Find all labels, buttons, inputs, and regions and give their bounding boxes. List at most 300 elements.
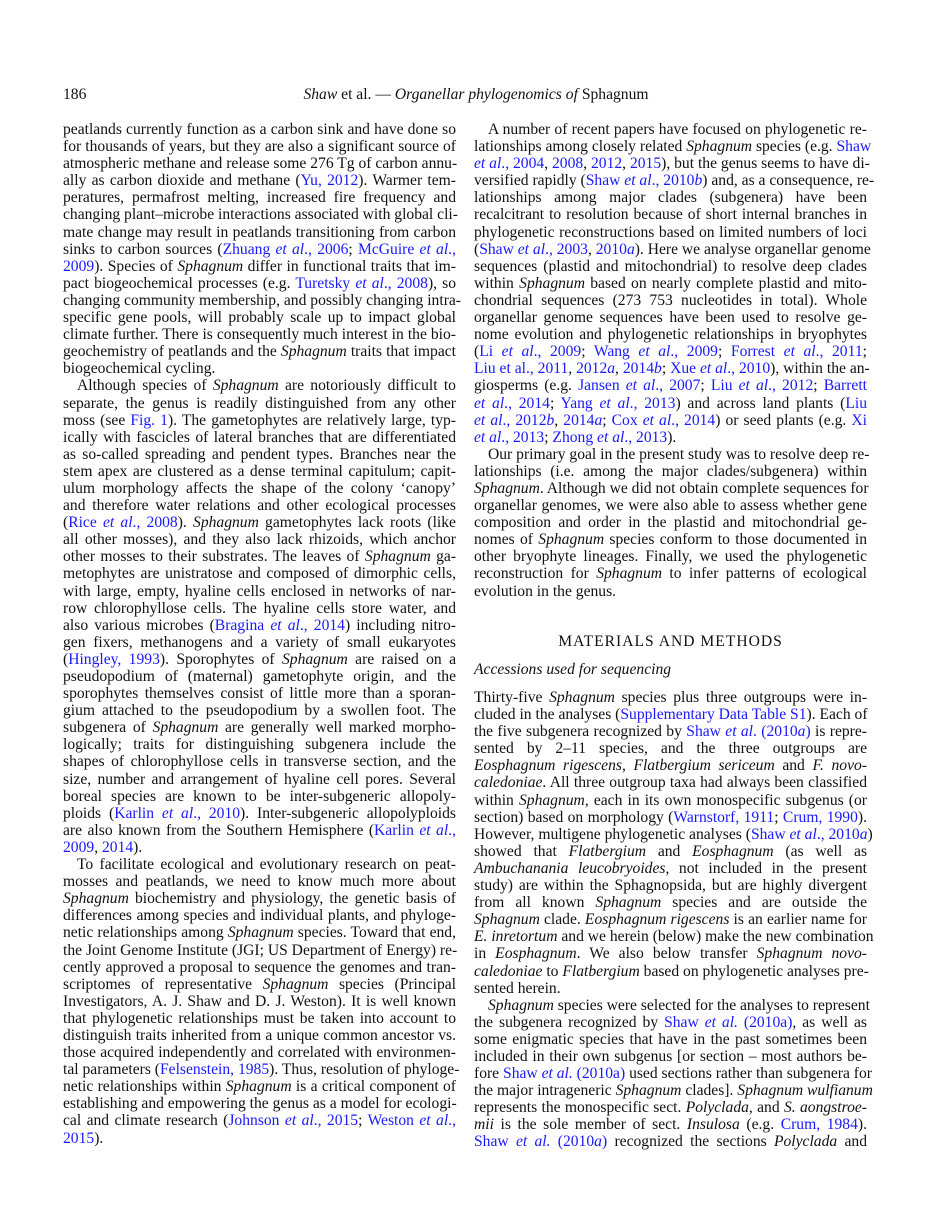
- text-line: [474, 877, 867, 894]
- citation-link[interactable]: et al: [725, 723, 754, 741]
- citation-link[interactable]: Shaw: [503, 1065, 542, 1083]
- text-line: [63, 497, 456, 514]
- text-line: [63, 291, 461, 309]
- text-line: [474, 1082, 873, 1100]
- citation-link[interactable]: Cox: [611, 411, 643, 429]
- text-line: [63, 446, 456, 463]
- citation-link[interactable]: .,: [448, 821, 456, 839]
- text-line: [474, 774, 867, 791]
- text: ) and across land plants (: [675, 394, 846, 412]
- citation-link[interactable]: 2009: [63, 838, 95, 856]
- citation-link[interactable]: et al: [699, 360, 728, 378]
- text: ). Warmer tem-: [358, 172, 456, 190]
- italic-text: Sphagnum: [227, 924, 294, 942]
- citation-link[interactable]: ., 2010: [727, 360, 771, 378]
- citation-link[interactable]: Yu, 2012: [300, 172, 359, 190]
- text: geochemistry of peatlands and the: [63, 343, 281, 361]
- citation-link[interactable]: a: [859, 825, 868, 843]
- citation-link[interactable]: Crum, 1990: [782, 808, 858, 826]
- citation-link[interactable]: et al: [597, 428, 625, 446]
- citation-link[interactable]: Wang: [593, 343, 639, 361]
- text: and: [646, 842, 693, 860]
- citation-link[interactable]: et al: [419, 821, 449, 839]
- text: biogeochemical cycling.: [63, 360, 216, 378]
- text: organellar genome sequences have been used to resolve ge-: [474, 309, 867, 327]
- text: , not included in the present: [665, 859, 867, 877]
- text-line: [474, 792, 867, 809]
- text: ). Inter-subgeneric allopolyploids: [240, 804, 456, 822]
- citation-link[interactable]: Crum, 1984: [780, 1116, 858, 1134]
- subsection-heading: Accessions used for sequencing: [474, 661, 672, 678]
- text-line: [63, 343, 456, 360]
- citation-link[interactable]: McGuire: [357, 240, 420, 258]
- text-line: [63, 155, 456, 172]
- text: those acquired independently and correlated with environmen-: [63, 1044, 456, 1062]
- text: gen fixers, methanogens and a variety of small eukaryotes: [63, 633, 456, 651]
- citation-link[interactable]: Warnstorf, 1911: [673, 808, 775, 826]
- citation-link[interactable]: ): [805, 723, 811, 741]
- citation-link[interactable]: ., 2011: [815, 343, 863, 361]
- citation-link[interactable]: ., 2013: [629, 394, 676, 412]
- citation-link[interactable]: et al: [517, 240, 546, 258]
- page-number: 186: [63, 86, 87, 103]
- text-line: [63, 976, 456, 993]
- text: represents the monospecific sect.: [474, 1099, 686, 1117]
- text-line: [474, 275, 867, 292]
- citation-link[interactable]: et al.: [515, 1133, 551, 1151]
- text: species plus three outgroups were in-: [614, 689, 868, 706]
- text-line: [63, 1027, 456, 1044]
- citation-link[interactable]: et al: [638, 343, 671, 361]
- text-line: [63, 531, 456, 548]
- citation-link[interactable]: et al: [474, 411, 503, 429]
- citation-link[interactable]: et al: [789, 825, 817, 843]
- citation-link[interactable]: et al: [474, 155, 502, 173]
- text: ,: [615, 360, 623, 378]
- citation-link[interactable]: ., 2012: [768, 377, 814, 395]
- citation-link[interactable]: Li: [479, 343, 502, 361]
- text: , each in its own monospecific subgenus (or: [584, 791, 867, 809]
- text: lationships (i.e. among the major clades/subgenera) within: [474, 462, 867, 480]
- text-line: [474, 843, 867, 860]
- text-line: [474, 1048, 867, 1065]
- text: row chlorophyllose cells. The hyaline cells store water, and: [63, 599, 456, 617]
- text: ) or seed plants (e.g.: [715, 411, 852, 429]
- text: traits that impact: [346, 343, 456, 361]
- citation-link[interactable]: ): [601, 1133, 608, 1151]
- text-line: [63, 480, 456, 497]
- text: evolution in the genus.: [474, 582, 617, 600]
- citation-link[interactable]: ., 2014: [504, 394, 550, 412]
- text-line: [474, 1014, 867, 1031]
- citation-link[interactable]: et al: [355, 274, 384, 292]
- italic-text: Polyclada: [773, 1133, 838, 1151]
- text-line: [474, 548, 867, 565]
- text: . We also below transfer: [576, 945, 757, 963]
- text: moss (see: [63, 411, 131, 429]
- text-line: [63, 1130, 456, 1147]
- text: recalcitrant to resolution because of short internal branches in: [474, 206, 867, 224]
- italic-text: Sphagnum: [474, 911, 540, 929]
- citation-link[interactable]: Shaw: [750, 825, 790, 843]
- text-line: [474, 224, 867, 241]
- text: changing plant–microbe interactions associated with global cli-: [63, 206, 458, 224]
- text: ). The gametophytes are relatively large, typ-: [167, 411, 456, 429]
- citation-link[interactable]: Fig. 1: [130, 411, 168, 429]
- italic-text: Sphagnum: [686, 138, 753, 156]
- italic-text: Organellar phylogenomics of: [394, 86, 582, 103]
- text: pact biogeochemical processes (e.g.: [63, 274, 296, 292]
- citation-link[interactable]: b: [694, 172, 703, 190]
- text-line: [63, 822, 456, 839]
- citation-link[interactable]: et al: [102, 514, 133, 532]
- text: ).: [857, 1116, 867, 1134]
- citation-link[interactable]: ., 2012: [502, 411, 547, 429]
- citation-link[interactable]: ., 2006: [304, 240, 349, 258]
- text: ,: [622, 155, 630, 173]
- text-line: [63, 1061, 460, 1079]
- text: atmospheric methane and release some 276 Tg of carbon annu-: [63, 155, 458, 173]
- citation-link[interactable]: Shaw: [686, 723, 726, 741]
- citation-link[interactable]: 2012: [576, 360, 608, 378]
- citation-link[interactable]: Shaw: [664, 1013, 705, 1031]
- citation-link[interactable]: 2012: [590, 155, 623, 173]
- text: from all known: [474, 894, 596, 912]
- text: distinguish traits inherited from a unique common ancestor vs.: [63, 1026, 456, 1044]
- text-line: [63, 463, 456, 480]
- citation-link[interactable]: 2015: [629, 155, 662, 173]
- text: ). Thus, resolution of phyloge-: [269, 1061, 460, 1079]
- citation-link[interactable]: a: [607, 360, 616, 378]
- text: (: [63, 650, 69, 668]
- text-line: [63, 1078, 456, 1095]
- text-line: [474, 121, 867, 138]
- text-line: [474, 945, 867, 962]
- text-line: [474, 689, 867, 706]
- text: ploids (: [63, 804, 115, 822]
- italic-text: Sphagnum: [152, 719, 219, 737]
- italic-text: Flatbergium: [562, 962, 640, 980]
- citation-link[interactable]: Jansen: [578, 377, 626, 395]
- citation-link[interactable]: Forrest: [730, 343, 784, 361]
- text: the Joint Genome Institute (JGI; US Department of Energy) re-: [63, 941, 458, 959]
- text: species conform to those documented in: [604, 531, 868, 549]
- text: Thirty-five: [474, 689, 550, 706]
- citation-link[interactable]: et al: [625, 377, 656, 395]
- citation-link[interactable]: ., 2015: [313, 1112, 359, 1130]
- text-line: [63, 617, 456, 634]
- citation-link[interactable]: ., 2014: [671, 411, 716, 429]
- text: gium attached to the pseudopodium by a swollen foot. The: [63, 702, 456, 720]
- citation-link[interactable]: Turetsky: [295, 274, 356, 292]
- text: However, multigene phylogenetic analyses (: [474, 825, 751, 843]
- citation-link[interactable]: et al: [642, 411, 672, 429]
- right-column-top: [474, 121, 875, 600]
- citation-link[interactable]: Xue: [670, 360, 700, 378]
- text: ga-: [430, 548, 457, 566]
- text: ally as carbon dioxide and methane (: [63, 172, 301, 190]
- italic-text: Sphagnum: [518, 791, 585, 809]
- text: climate further. There is consequently much interest in the bio-: [63, 326, 456, 344]
- citation-link[interactable]: Bragina: [214, 616, 271, 634]
- citation-link[interactable]: Liu et al., 2011: [474, 360, 569, 378]
- text: ) and, as a consequence, re-: [702, 172, 875, 190]
- text-line: [63, 771, 456, 788]
- text: included in their own subgenus [or section – most authors be-: [474, 1047, 867, 1065]
- citation-link[interactable]: ., 2004: [501, 155, 545, 173]
- citation-link[interactable]: ., 2013: [501, 428, 545, 446]
- citation-link[interactable]: (2010a): [572, 1065, 626, 1083]
- citation-link[interactable]: Liu: [845, 394, 867, 412]
- citation-link[interactable]: et al: [599, 394, 630, 412]
- citation-link[interactable]: Barrett: [823, 377, 867, 395]
- text-line: [63, 634, 456, 651]
- text-line: [63, 548, 456, 565]
- text: ), so: [427, 274, 457, 292]
- italic-text: Sphagnum: [364, 548, 431, 566]
- citation-link[interactable]: ., 2010: [193, 804, 241, 822]
- citation-link[interactable]: a: [626, 240, 635, 258]
- citation-link[interactable]: ., 2008: [132, 514, 178, 532]
- text: species (e.g.: [752, 138, 837, 156]
- citation-link[interactable]: Johnson: [228, 1112, 285, 1130]
- text-line: [474, 740, 867, 757]
- paragraph: [474, 445, 870, 600]
- text: logically; traits for distinguishing subgenera include the: [63, 736, 456, 754]
- citation-link[interactable]: ., 2008: [383, 274, 428, 292]
- citation-link[interactable]: Shaw: [585, 172, 625, 190]
- citation-link[interactable]: ., 2013: [624, 428, 668, 446]
- italic-text: Sphagnum: [488, 996, 554, 1014]
- citation-link[interactable]: ., 2010: [651, 172, 695, 190]
- citation-link[interactable]: et al.: [704, 1013, 738, 1031]
- text: ) including nitro-: [344, 616, 456, 634]
- text: based on phylogenetic analyses pre-: [639, 962, 869, 980]
- citation-link[interactable]: Felsenstein, 1985: [159, 1061, 270, 1079]
- text-line: [63, 907, 456, 924]
- citation-link[interactable]: ., 2009: [533, 343, 582, 361]
- italic-text: Sphagnum: [193, 514, 259, 532]
- text-line: [474, 1116, 867, 1133]
- text-line: [474, 825, 873, 843]
- text: stem apex are clustered as a dense terminal capitulum; capit-: [63, 462, 456, 480]
- text: ), within the an-: [770, 360, 870, 378]
- text: differ in functional traits that im-: [243, 257, 456, 275]
- citation-link[interactable]: ., 2014: [299, 616, 345, 634]
- citation-link[interactable]: (2010: [550, 1133, 595, 1151]
- citation-link[interactable]: .,: [448, 240, 456, 258]
- text: Although species of: [77, 377, 213, 395]
- text: peatlands currently function as a carbon sink and have done so: [63, 121, 456, 138]
- citation-link[interactable]: a: [594, 411, 603, 429]
- text: ). Species of: [94, 257, 178, 275]
- text: sporophytes themselves consist of little more than a sporan-: [63, 685, 456, 703]
- text: other mosses to their substrates. The leaves of: [63, 548, 365, 566]
- citation-link[interactable]: a: [797, 723, 806, 741]
- text: ;: [717, 343, 731, 361]
- citation-link[interactable]: et al: [474, 428, 502, 446]
- citation-link[interactable]: et al: [783, 343, 816, 361]
- text: ).: [133, 838, 143, 856]
- text-line: [63, 839, 456, 856]
- text: size, number and arrangement of hyaline cell pores. Several: [63, 770, 456, 788]
- citation-link[interactable]: 2014: [101, 838, 134, 856]
- citation-link[interactable]: et al.: [541, 1065, 573, 1083]
- text: species. Toward that end,: [293, 924, 456, 942]
- text: study) are within the Sphagnopsida, but are highly divergent: [474, 877, 867, 895]
- text: ;: [661, 360, 671, 378]
- citation-link[interactable]: et al: [270, 616, 300, 634]
- text-line: [63, 873, 456, 890]
- citation-link[interactable]: et al: [284, 1112, 314, 1130]
- citation-link[interactable]: Weston: [367, 1112, 420, 1130]
- text: cluded in the analyses (: [474, 706, 621, 724]
- text: lationships among major clades (subgenera) have been: [474, 189, 867, 207]
- text-line: [474, 706, 867, 723]
- citation-link[interactable]: 2015: [63, 1129, 95, 1147]
- text-line: [474, 531, 867, 548]
- citation-link[interactable]: Supplementary Data Table S1: [620, 706, 807, 724]
- text-line: [474, 996, 870, 1014]
- citation-link[interactable]: Shaw: [479, 240, 518, 258]
- text-line: [474, 429, 867, 446]
- text: ,: [568, 360, 577, 378]
- text-line: [63, 719, 456, 736]
- text-line: [474, 155, 870, 173]
- text-line: [474, 412, 867, 429]
- text-line: [63, 412, 456, 429]
- citation-link[interactable]: et al: [624, 172, 652, 190]
- text-line: [63, 583, 456, 600]
- citation-link[interactable]: Shaw: [836, 138, 872, 156]
- paragraph: [63, 377, 456, 856]
- text: the major intrageneric: [474, 1082, 616, 1100]
- citation-link[interactable]: b: [546, 411, 555, 429]
- text-line: [63, 258, 456, 275]
- citation-link[interactable]: (2010a): [737, 1013, 793, 1031]
- citation-link[interactable]: Rice: [68, 514, 103, 532]
- text: and we herein (below) make the new combination: [557, 928, 874, 946]
- text: ,: [544, 155, 552, 173]
- text-line: [474, 189, 867, 206]
- text-line: [63, 959, 456, 976]
- paragraph: [63, 121, 461, 378]
- citation-link[interactable]: Yang: [560, 394, 600, 412]
- text: reconstruction for: [474, 565, 597, 583]
- citation-link[interactable]: et al: [275, 240, 305, 258]
- text-line: [63, 275, 456, 292]
- citation-link[interactable]: Zhuang: [222, 240, 276, 258]
- citation-link[interactable]: et al: [738, 377, 769, 395]
- citation-link[interactable]: Karlin: [374, 821, 420, 839]
- text: are raised on a: [347, 650, 456, 668]
- text: lationships among closely related: [474, 138, 687, 156]
- text-line: [63, 241, 456, 258]
- text-line: [63, 890, 456, 907]
- italic-text: Flatbergium: [568, 842, 647, 860]
- text: ): [867, 825, 873, 843]
- text-line: [474, 497, 867, 514]
- citation-link[interactable]: ., 2010: [816, 825, 860, 843]
- text-line: [63, 121, 456, 138]
- text: (e.g.: [739, 1116, 781, 1134]
- text: metophytes are unistratose and composed of dimorphic cells,: [63, 565, 456, 583]
- citation-link[interactable]: b: [654, 360, 662, 378]
- text-line: [63, 668, 456, 685]
- citation-link[interactable]: et al: [474, 394, 505, 412]
- text: within: [474, 791, 519, 809]
- text-line: [474, 309, 867, 326]
- citation-link[interactable]: Liu: [710, 377, 739, 395]
- text: netic relationships within: [63, 1078, 226, 1096]
- text: are notoriously difficult to: [278, 377, 456, 395]
- text: are also known from the Southern Hemisphere (: [63, 821, 375, 839]
- citation-link[interactable]: et al: [419, 1112, 449, 1130]
- text: ).: [94, 1129, 104, 1147]
- citation-link[interactable]: Hingley, 1993: [68, 650, 160, 668]
- text: (: [63, 514, 69, 532]
- citation-link[interactable]: 2014: [563, 411, 595, 429]
- italic-text: Ambuchanania leucobryoides: [474, 859, 666, 877]
- citation-link[interactable]: et al: [161, 804, 194, 822]
- text: nome evolution and phylogenetic relationships in bryophytes: [474, 326, 867, 344]
- italic-text: Sphagnum: [519, 274, 585, 292]
- citation-link[interactable]: Shaw: [474, 1133, 516, 1151]
- citation-link[interactable]: 2010: [595, 240, 627, 258]
- text-line: [474, 894, 867, 911]
- text: netic relationships among: [63, 924, 228, 942]
- citation-link[interactable]: Xi: [851, 411, 867, 429]
- citation-link[interactable]: Karlin: [114, 804, 162, 822]
- italic-text: mii: [474, 1116, 494, 1134]
- citation-link[interactable]: et al: [419, 240, 449, 258]
- text: ;: [862, 343, 867, 361]
- text-line: [474, 240, 871, 258]
- text-line: [474, 463, 867, 480]
- citation-link[interactable]: a: [594, 1133, 602, 1151]
- text-line: [474, 911, 867, 928]
- text: Sphagnum: [581, 86, 649, 103]
- citation-link[interactable]: ., 2009: [670, 343, 718, 361]
- text-line: [63, 395, 456, 412]
- citation-link[interactable]: . (2010: [753, 723, 798, 741]
- italic-text: Eosphagnum rigescens: [584, 911, 730, 929]
- citation-link[interactable]: Zhong: [552, 428, 598, 446]
- text: species and are outside the: [661, 894, 868, 912]
- citation-link[interactable]: 2009: [63, 257, 95, 275]
- text: the five subgenera recognized by: [474, 723, 687, 741]
- citation-link[interactable]: 2008: [551, 155, 584, 173]
- citation-link[interactable]: 2014: [622, 360, 655, 378]
- italic-text: Eosphagnum: [495, 945, 577, 963]
- text: biochemistry and physiology, the genetic basis of: [128, 890, 456, 908]
- italic-text: Sphagnum: [474, 479, 540, 497]
- text: tal parameters (: [63, 1061, 160, 1079]
- text-line: [63, 1010, 456, 1027]
- text: ;: [581, 343, 594, 361]
- text-line: [474, 360, 870, 378]
- text: to infer patterns of ecological: [662, 565, 868, 583]
- citation-link[interactable]: .,: [448, 1112, 456, 1130]
- citation-link[interactable]: ., 2007: [655, 377, 701, 395]
- text: cal and climate research (: [63, 1112, 229, 1130]
- text: within: [474, 274, 520, 292]
- citation-link[interactable]: et al: [501, 343, 534, 361]
- text: are generally well marked morpho-: [218, 719, 456, 737]
- italic-text: Sphagnum: [596, 565, 663, 583]
- citation-link[interactable]: ., 2003: [545, 240, 588, 258]
- text-line: [63, 224, 456, 241]
